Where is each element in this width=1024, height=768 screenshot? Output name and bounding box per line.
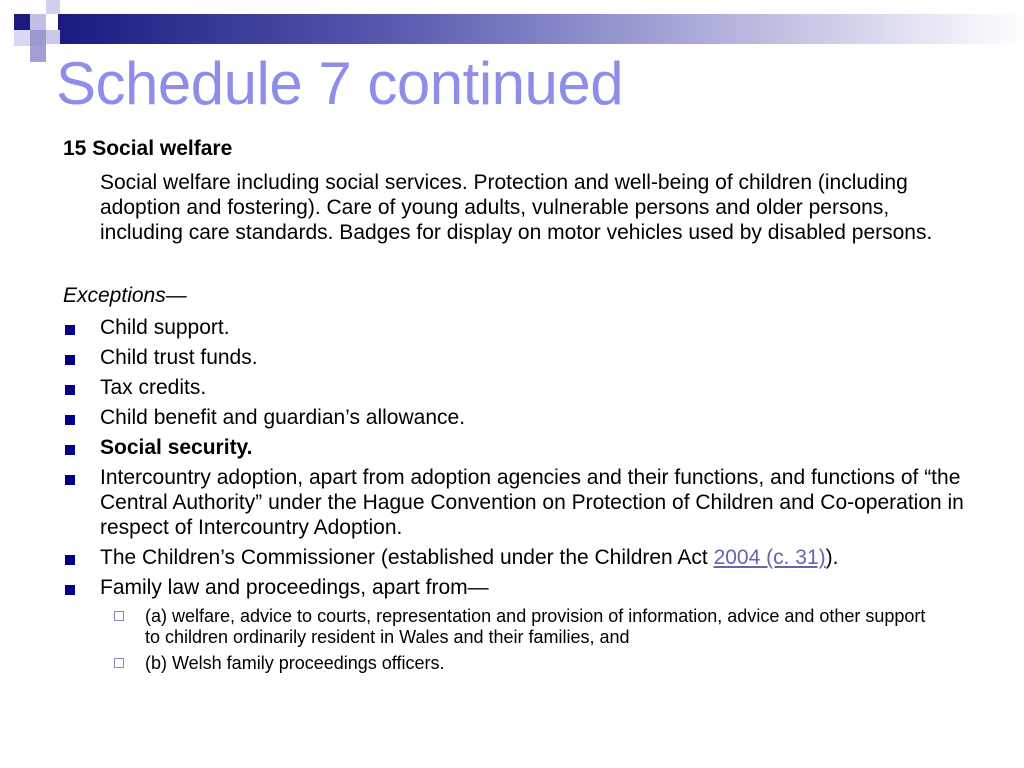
sub-list-item	[100, 653, 945, 674]
square-bullet-icon	[65, 475, 75, 485]
hollow-square-bullet-icon	[114, 658, 124, 668]
hollow-square-bullet-icon	[114, 611, 124, 621]
square-bullet-icon	[65, 585, 75, 595]
children-act-link[interactable]: 2004 (c. 31)	[713, 546, 826, 569]
square-bullet-icon	[65, 445, 75, 455]
list-item-text: Social security.	[100, 436, 253, 459]
deco-square-light	[46, 0, 60, 14]
list-item-text: Child benefit and guardian’s allowance.	[100, 406, 466, 429]
commissioner-suffix: ).	[825, 546, 839, 569]
list-item	[63, 435, 966, 460]
square-bullet-icon	[65, 355, 75, 365]
deco-square-light	[14, 30, 30, 46]
list-item	[63, 315, 966, 340]
list-item	[63, 405, 966, 430]
square-bullet-icon	[65, 415, 75, 425]
list-item	[63, 465, 966, 540]
section-heading: 15 Social welfare	[63, 137, 233, 160]
list-item	[63, 375, 966, 400]
sub-list-item	[100, 606, 945, 648]
exceptions-list	[63, 315, 983, 674]
exceptions-dash: —	[165, 284, 187, 307]
exceptions-label-text: Exceptions	[63, 284, 166, 307]
exceptions-label	[63, 283, 983, 309]
section-body: Social welfare including social services. Protection and well-being of children (including adoption and fostering). Care of young adults, vulnerable persons and older persons, including care standards. Badges for display on motor vehicles used by disabled persons.	[100, 171, 933, 244]
sub-list-item-text: (b) Welsh family proceedings officers.	[145, 653, 445, 673]
square-bullet-icon	[65, 325, 75, 335]
deco-square-dark	[14, 14, 30, 30]
commissioner-prefix: The Children’s Commissioner (established under the Children Act	[100, 546, 714, 569]
list-item-text: Child trust funds.	[100, 346, 258, 369]
list-item	[63, 345, 966, 370]
list-item-text: Tax credits.	[100, 376, 207, 399]
deco-square-mid	[30, 46, 46, 62]
list-item	[63, 545, 966, 570]
square-bullet-icon	[65, 385, 75, 395]
list-item	[63, 575, 966, 674]
list-item-text: Intercountry adoption, apart from adoption agencies and their functions, and functions of “the Central Authority” under the Hague Convention on Protection of Children and Co-operation in respect of Intercountry Adoption.	[100, 466, 964, 539]
sub-list-item-text: (a) welfare, advice to courts, representation and provision of information, advice and other support to children ordinarily resident in Wales and their families, and	[145, 606, 926, 647]
square-bullet-icon	[65, 555, 75, 565]
deco-square-light	[46, 30, 60, 44]
deco-square-mid	[30, 30, 46, 46]
list-item-text: Family law and proceedings, apart from—	[100, 576, 489, 599]
deco-square-light	[30, 14, 46, 30]
header-gradient-bar	[58, 14, 1024, 44]
slide-content	[63, 136, 983, 679]
list-item-text: Child support.	[100, 316, 230, 339]
family-law-sublist	[100, 606, 966, 674]
slide-title: Schedule 7 continued	[56, 50, 624, 117]
